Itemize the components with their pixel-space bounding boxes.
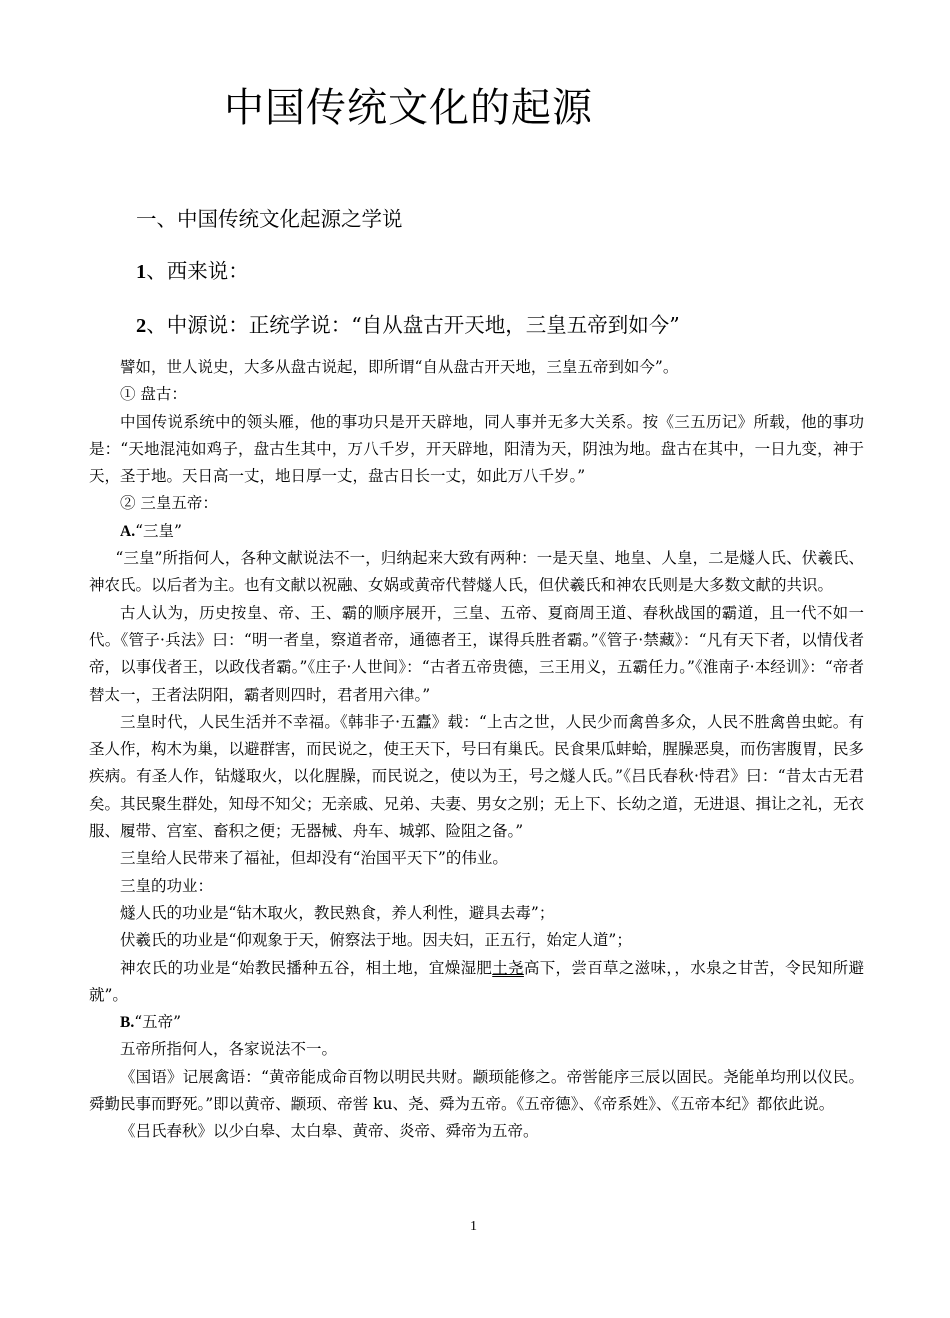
subsection-heading-china-origin bbox=[136, 310, 680, 341]
subsection-heading-west-origin bbox=[136, 256, 249, 287]
subheading-label: B. bbox=[120, 1014, 135, 1032]
page-number: 1 bbox=[470, 1219, 477, 1234]
text-run: 神农氏的功业是“始教民播种五谷，相土地，宜燥湿肥 bbox=[120, 958, 493, 977]
heading-text: 、中源说：正统学说：“自从盘古开天地，三皇五帝到如今” bbox=[146, 313, 680, 337]
page-title: 中国传统文化的起源 bbox=[224, 85, 593, 131]
subheading-text: “三皇” bbox=[135, 521, 182, 540]
paragraph: 三皇给人民带来了福祉，但却没有“治国平天下”的伟业。 bbox=[120, 849, 508, 868]
paragraph: 燧人氏的功业是“钻木取火，教民熟食，养人利性，避具去毒”； bbox=[120, 903, 555, 922]
subheading-text: “五帝” bbox=[134, 1013, 182, 1032]
heading-text: 、西来说： bbox=[146, 259, 249, 283]
subheading-three-sovereigns bbox=[89, 518, 864, 545]
paragraph: 五帝所指何人，各家说法不一。 bbox=[120, 1040, 338, 1059]
paragraph: ② 三皇五帝： bbox=[120, 494, 218, 513]
paragraph: 《吕氏春秋》以少白皋、太白皋、黄帝、炎帝、舜帝为五帝。 bbox=[120, 1122, 539, 1141]
paragraph: 三皇的功业： bbox=[120, 876, 214, 895]
subheading-label: A. bbox=[120, 522, 136, 540]
paragraph: “三皇”所指何人，各种文献说法不一，归纳起来大致有两种：一是天皇、地皇、人皇，二是燧人氏、伏羲氏、神农氏。以后者为主。也有文献以祝融、女娲或黄帝代替燧人氏，但伏羲氏和神农氏则是大多数文献的共识。 bbox=[89, 549, 864, 595]
paragraph: ① 盘古： bbox=[120, 385, 187, 404]
text-run: 高下，尝百草之滋味，，水泉之甘苦，令民知所避就”。 bbox=[89, 958, 864, 1004]
paragraph bbox=[89, 955, 864, 1010]
paragraph: 中国传说系统中的领头雁，他的事功只是开天辟地，同人事并无多大关系。按《三五历记》所载，他的事功是：“天地混沌如鸡子，盘古生其中，万八千岁，开天辟地，阳清为天，阴浊为地。盘古在其中，一日九变，神于天，圣于地。天日高一丈，地日厚一丈，盘古日长一丈，如此万八千岁。” bbox=[89, 412, 864, 486]
document-body bbox=[89, 354, 864, 1146]
heading-number: 1 bbox=[136, 261, 147, 283]
underlined-text: 土尧 bbox=[492, 958, 524, 977]
paragraph: 伏羲氏的功业是“仰观象于天，俯察法于地。因夫妇，正五行，始定人道”； bbox=[120, 931, 632, 950]
paragraph: 古人认为，历史按皇、帝、王、霸的顺序展开，三皇、五帝、夏商周王道、春秋战国的霸道，且一代不如一代。《管子·兵法》曰：“明一者皇，察道者帝，通德者王，谋得兵胜者霸。”《管子·禁藏》：“凡有天下者，以情伐者帝，以事伐者王，以政伐者霸。”《庄子·人世间》：“古者五帝贵德，三王用义，五霸任力。”《淮南子·本经训》：“帝者替太一，王者法阴阳，霸者则四时，君者用六律。” bbox=[89, 603, 864, 704]
subheading-five-emperors bbox=[89, 1009, 864, 1036]
section-heading: 一、中国传统文化起源之学说 bbox=[136, 207, 403, 231]
heading-number: 2 bbox=[136, 315, 147, 337]
paragraph: 譬如，世人说史，大多从盘古说起，即所谓“自从盘古开天地，三皇五帝到如今”。 bbox=[120, 358, 679, 376]
paragraph: 三皇时代，人民生活并不幸福。《韩非子·五蠹》载：“上古之世，人民少而禽兽多众，人民不胜禽兽虫蛇。有圣人作，构木为巢，以避群害，而民说之，使王天下，号曰有巢氏。民食果瓜蚌蛤，腥臊恶臭，而伤害腹胃，民多疾病。有圣人作，钻燧取火，以化腥臊，而民说之，使以为王，号之燧人氏。”《吕氏春秋·恃君》曰：“昔太古无君矣。其民聚生群处，知母不知父；无亲戚、兄弟、夫妻、男女之别；无上下、长幼之道，无进退、揖让之礼，无衣服、履带、宫室、畜积之便；无器械、舟车、城郭、险阻之备。” bbox=[89, 712, 865, 841]
paragraph: 《国语》记展禽语：“黄帝能成命百物以明民共财。颛顼能修之。帝喾能序三辰以固民。尧能单均刑以仪民。舜勤民事而野死。”即以黄帝、颛顼、帝喾 ku、尧、舜为五帝。《五帝德》、《帝系姓》、《五帝本纪》都依此说。 bbox=[89, 1067, 864, 1114]
